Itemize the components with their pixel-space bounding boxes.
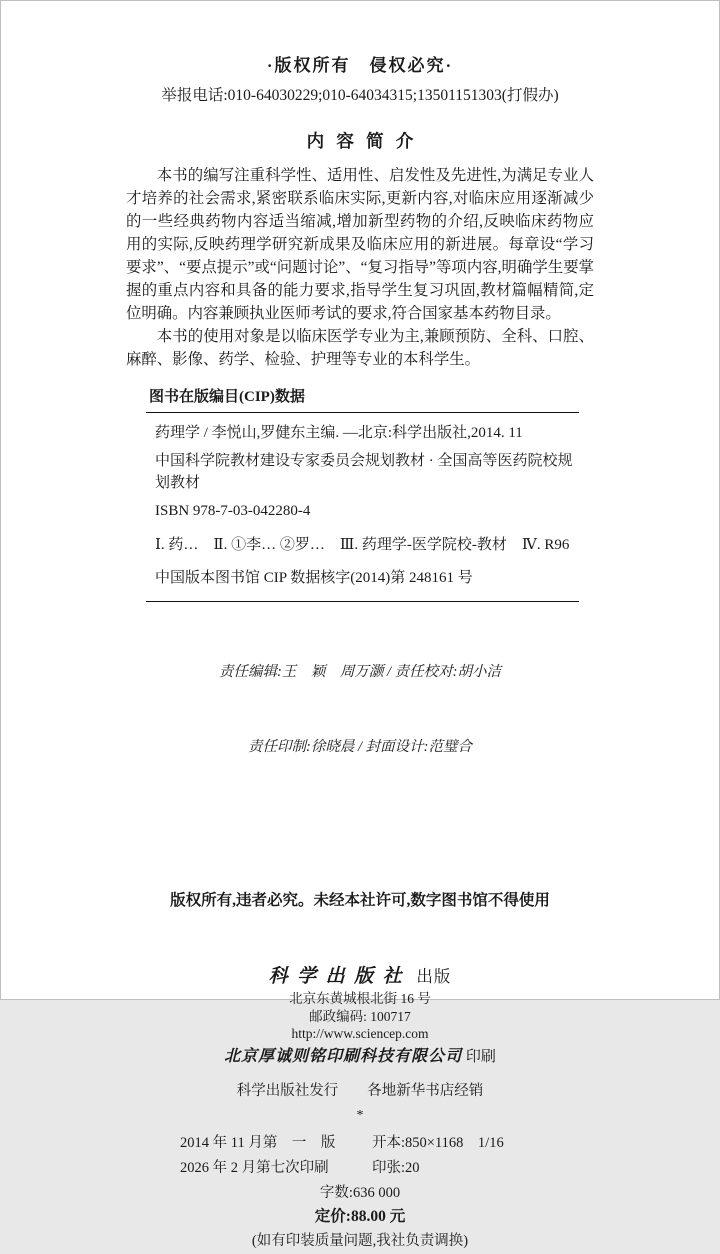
publisher-website: http://www.sciencep.com	[291, 1026, 429, 1041]
copyright-notice: ·版权所有 侵权必究·	[266, 56, 454, 75]
editor-credits-line-1: 责任编辑:王 颖 周万灏 / 责任校对:胡小洁	[219, 664, 501, 680]
cip-bottom-rule	[146, 601, 579, 602]
distribution-line: 科学出版社发行 各地新华书店经销	[236, 1083, 484, 1099]
editor-credits-line-2: 责任印制:徐晓晨 / 封面设计:范璧合	[248, 739, 472, 755]
edition-row	[1, 1131, 719, 1156]
copyright-warning: 版权所有,违者必究。未经本社许可,数字图书馆不得使用	[170, 892, 550, 909]
printer-role-label: 印刷	[462, 1049, 496, 1065]
quality-note: (如有印装质量问题,我社负责调换)	[251, 1233, 469, 1249]
intro-paragraph-2: 本书的使用对象是以临床医学专业为主,兼顾预防、全科、口腔、麻醉、影像、药学、检验、护理等专业的本科学生。	[126, 328, 594, 368]
publisher-role-label: 出版	[411, 967, 452, 986]
format-spec: 开本:850×1168 1/16	[372, 1135, 504, 1151]
cip-top-rule	[146, 412, 579, 413]
editor-credits	[1, 610, 719, 810]
print-run-date: 2026 年 2 月第七次印刷	[180, 1160, 329, 1176]
printer-line	[1, 1045, 719, 1069]
cip-title-line: 药理学 / 李悦山,罗健东主编. —北京:科学出版社,2014. 11	[155, 425, 523, 441]
price: 定价:88.00 元	[314, 1208, 406, 1225]
content-intro-heading: 内容简介	[306, 131, 426, 151]
cip-record-line: 中国版本图书馆 CIP 数据核字(2014)第 248161 号	[155, 570, 473, 586]
cip-section	[146, 385, 579, 602]
intro-paragraph-1: 本书的编写注重科学性、适用性、启发性及先进性,为满足专业人才培养的社会需求,紧密联系临床实际,更新内容,对临床应用逐渐减少的一些经典药物内容适当缩减,增加新型药物的介绍,反映临床药物应用的实际,反映药理学研究新成果及临床应用的新进展。每章设“学习要求”、“要点提示”或“问题讨论”、“复习指导”等项内容,明确学生要掌握的重点内容和具备的能力要求,指导学生复习巩固,教材篇幅精简,定位明确。内容兼顾执业医师考试的要求,符合国家基本药物目录。	[126, 167, 594, 322]
sheet-count: 印张:20	[372, 1160, 420, 1176]
edition-block	[1, 1131, 719, 1254]
cip-isbn-line: ISBN 978-7-03-042280-4	[155, 503, 311, 519]
report-phone-line: 举报电话:010-64030229;010-64034315;13501151303(打假办)	[161, 87, 559, 104]
postal-code: 邮政编码: 100717	[309, 1008, 411, 1024]
publisher-name: 科学出版社	[268, 966, 412, 987]
edition-date: 2014 年 11 月第 一 版	[180, 1135, 336, 1151]
print-run-row	[1, 1156, 719, 1181]
cip-series-line: 中国科学院教材建设专家委员会规划教材 · 全国高等医药院校规划教材	[155, 453, 573, 491]
cip-heading: 图书在版编目(CIP)数据	[149, 389, 305, 405]
word-count: 字数:636 000	[319, 1185, 401, 1201]
content-intro-body	[126, 164, 594, 371]
publisher-block	[1, 964, 719, 1123]
printer-name: 北京厚诚则铭印刷科技有限公司	[224, 1048, 463, 1065]
separator-star: *	[356, 1108, 364, 1123]
publisher-line	[1, 964, 719, 990]
publisher-address: 北京东黄城根北街 16 号	[289, 991, 431, 1006]
cip-classification-line: Ⅰ. 药… Ⅱ. ①李… ②罗… Ⅲ. 药理学-医学院校-教材 Ⅳ. R96	[155, 537, 570, 553]
